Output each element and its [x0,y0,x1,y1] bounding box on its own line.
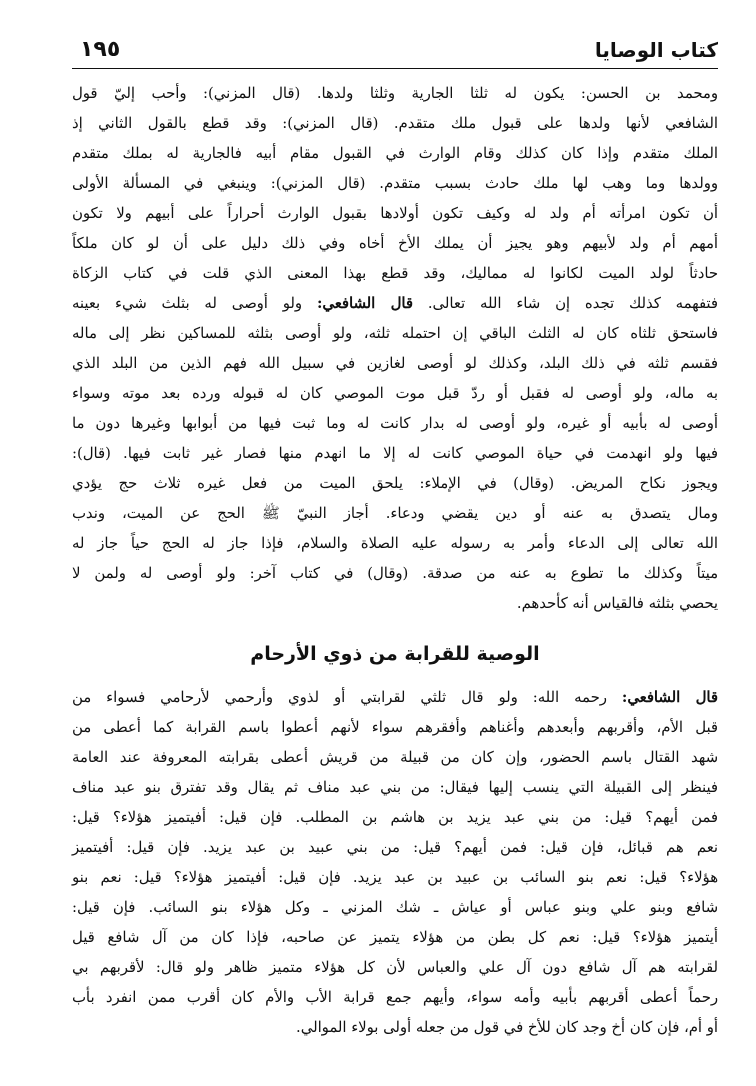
text-line: أمهم أم ولد لأبيهم وهو يجيز أن يملك الأخ أخاه وفي ذلك دليل على أن لو كان ملكاً [72,235,718,252]
text-line: ميتاً وكذلك ما تطوع به عنه من صدقة. (وقال) في كتاب آخر: ولو أوصى له ولمن لا [72,565,718,582]
text-line: الله تعالى إلى الدعاء وأمر به رسوله عليه الصلاة والسلام، فإذا جاز له الحج حياً جاز له [72,535,718,552]
text-line-with-label [72,683,718,713]
book-page [72,28,718,1068]
shafii-label: قال الشافعي: [316,295,413,312]
text-line: فيها ولو انهدمت في حياة الموصي كانت له إلا ما انهدم منها فصار غير ثابت فيها. (قال): [72,445,718,462]
text-line: فاستحق ثلثاه كان له الثلث الباقي إن احتمله ثلثه، ولو أوصى بثلثه للمساكين نظر إلى ماله [72,325,718,342]
page-number: ١٩٥ [80,37,121,62]
text-line: ومحمد بن الحسن: يكون له ثلثا الجارية وثلثا ولدها. (قال المزني): وأحب إليّ قول [72,85,718,102]
page-header [72,28,718,69]
text-line: ومال يتصدق به عنه أو دين يقضي ودعاء. أجاز النبيّ ﷺ الحج عن الميت، وندب [72,505,718,522]
text-line: فمن أيهم؟ قيل: من بني عبد يزيد بن هاشم بن المطلب. فإن قيل: أفيتميز هؤلاء؟ قيل: [72,809,718,826]
text-line: به ماله، ولو أوصى له فقبل أو ردّ قبل موت الموصي كان له قبوله ورده بعد موته وسواء [72,385,718,402]
text-line: الملك متقدم وإذا كان كذلك وقام الوارث في القبول مقام أبيه فالجارية له بملك متقدم [72,145,718,162]
text-line-with-label [72,289,718,319]
text-line: وولدها وما وهب لها ملك حادث بسبب متقدم. (قال المزني): وينبغي في المسألة الأولى [72,175,718,192]
text-fragment: رحمه الله: ولو قال ثلثي لقرابتي أو لذوي وأرحمي لأرحامي فسواء من [72,689,607,706]
section-heading: الوصية للقرابة من ذوي الأرحام [250,643,540,665]
intro-paragraph [72,79,718,619]
text-line: فينظر إلى القبيلة التي ينسب إليها فيقال: من بني عبد مناف ثم يقال وقد تفترق بنو عبد مناف [72,779,718,796]
shafii-label: قال الشافعي: [621,689,718,706]
text-line: أن تكون امرأته أم ولد له وكيف تكون أولادها بقبول الوارث أحراراً على أبيهم ولا تكون [72,205,718,222]
text-line: حادثاً لولد الميت لكانوا له مماليك، وقد قطع بهذا المعنى الذي قلت في كتاب الزكاة [72,265,718,282]
text-line: يحصي بثلثه فالقياس أنه كأحدهم. [516,595,718,612]
text-line: ويجوز نكاح المريض. (وقال) في الإملاء: يلحق الميت من فعل غيره ثلاث حج يؤدي [72,475,718,492]
text-line: شافع وبنو علي وبنو عباس أو عياش ـ شك المزني ـ وكل هؤلاء بنو السائب. فإن قيل: [72,899,718,916]
running-title: كتاب الوصايا [594,38,718,62]
text-line: نعم هم قبائل، فإن قيل: فمن أيهم؟ قيل: من بني عبيد بن عبد يزيد. فإن قيل: أفيتميز [72,839,718,856]
text-fragment: ولو أوصى له بثلث شيء بعينه [72,295,303,312]
text-line: فقسم ثلثه في ذلك البلد، وكذلك لو أوصى لغازين في سبيل الله فهم الذين من البلد الذي [72,355,718,372]
text-line: أو أم، فإن كان أخ وجد كان للأخ في قول من جعله أولى بولاء الموالي. [296,1019,718,1036]
text-line: شهد القتال باسم الحضور، وإن كان من قبيلة من قريش أعطى بقرابته المعروفة عند العامة [72,749,718,766]
text-line: لقرابته هم آل شافع دون آل علي والعباس لأن كل هؤلاء متميز ظاهر ولو قال: لأقربهم بي [72,959,718,976]
text-line: رحماً أعطى أقربهم بأبيه وأمه سواء، وأيهم جمع قرابة الأب والأم كان أقرب ممن انفرد بأب [72,989,718,1006]
text-line: قبل الأم، وأقربهم وأبعدهم وأغناهم وأفقرهم سواء لأنهم أعطوا باسم القرابة كما أعطى من [72,719,718,736]
text-line: هؤلاء؟ قيل: نعم بنو السائب بن عبيد بن عبد يزيد. فإن قيل: أفيتميز هؤلاء؟ قيل: نعم بنو [72,869,718,886]
text-line: أوصى له بأبيه أو غيره، ولو أوصى له بدار كانت له وما ثبت فيها من أبوابها وغيرها دون ما [72,415,718,432]
text-line: أيتميز هؤلاء؟ قيل: نعم كل بطن من هؤلاء يتميز عن صاحبه، فإذا كان من آل شافع قيل [72,929,718,946]
text-fragment: فتفهمه كذلك تجده إن شاء الله تعالى. [427,295,718,312]
text-line: الشافعي لأنها ولدها على قبول ملك متقدم. (قال المزني): وقد قطع بالقول الثاني إذ [72,115,718,132]
section-paragraph [72,683,718,1043]
